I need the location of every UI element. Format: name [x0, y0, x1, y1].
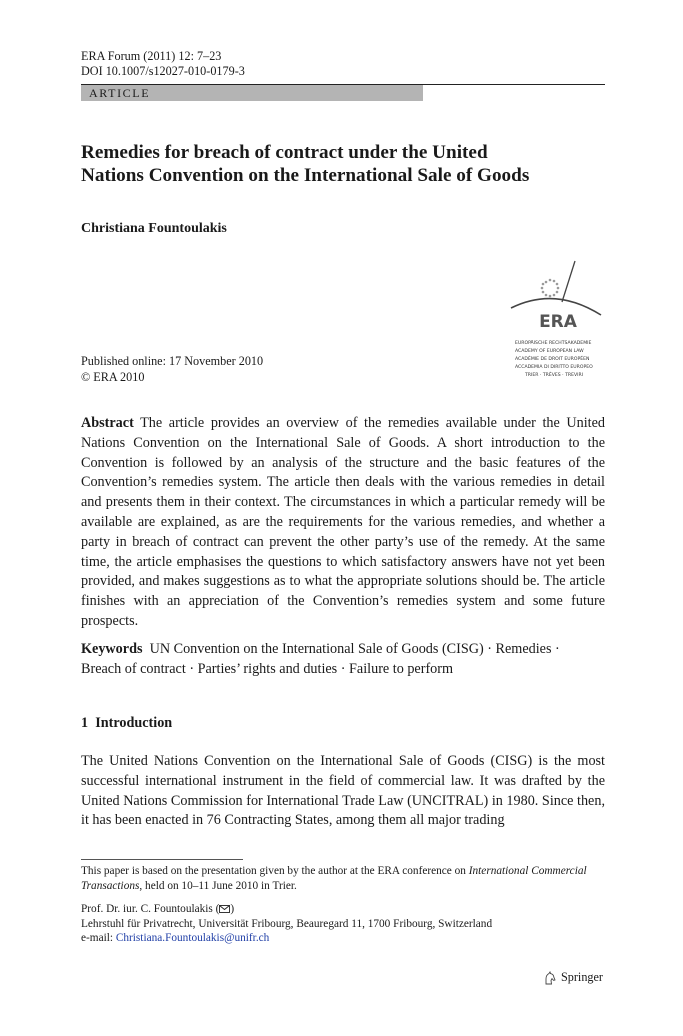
keywords-line-1: UN Convention on the International Sale of Goods (CISG) · Remedies ·	[149, 641, 560, 657]
footnote-text: This paper is based on the presentation given by the author at the ERA conference on	[81, 865, 469, 877]
envelope-icon	[219, 905, 230, 913]
title-line-1: Remedies for breach of contract under the United	[81, 142, 488, 163]
section-heading	[81, 715, 172, 732]
doi-line: DOI 10.1007/s12027-010-0179-3	[81, 64, 245, 78]
publisher-mark	[543, 970, 603, 985]
logo-line-3: ACADÉMIE DE DROIT EUROPÉEN	[515, 357, 590, 362]
footnote-conference-name: International Commercial Transactions	[81, 865, 587, 892]
copyright: © ERA 2010	[81, 369, 145, 384]
logo-line-4: ACCADEMIA DI DIRITTO EUROPEO	[515, 365, 593, 370]
section-title: Introduction	[95, 715, 173, 731]
author-contact-name-end: )	[230, 903, 235, 915]
title-line-2: Nations Convention on the International Sale of Goods	[81, 165, 530, 186]
springer-horse-icon	[543, 971, 557, 985]
author-name: Christiana Fountoulakis	[81, 221, 227, 236]
email-label: e-mail:	[81, 932, 116, 945]
journal-line: ERA Forum (2011) 12: 7–23	[81, 49, 222, 63]
paper-title	[81, 141, 601, 187]
keywords-line-2: Breach of contract · Parties’ rights and duties · Failure to perform	[81, 660, 454, 677]
footnote-rule	[81, 859, 243, 860]
logo-line-5: TRIER · TRÈVES · TREVIRI	[525, 373, 584, 378]
email-link[interactable]: Christiana.Fountoulakis@unifr.ch	[115, 932, 270, 945]
journal-citation	[81, 49, 245, 79]
author-affiliation	[81, 902, 605, 946]
publication-info	[81, 354, 263, 385]
abstract	[81, 414, 605, 632]
article-tag: ARTICLE	[89, 86, 151, 100]
publisher-name: Springer	[561, 970, 603, 984]
abstract-label: Abstract	[81, 415, 134, 431]
article-section-bar	[81, 85, 423, 101]
era-logo	[505, 258, 605, 383]
logo-line-2: ACADEMY OF EUROPEAN LAW	[515, 349, 584, 354]
footnote-text-end: , held on 10–11 June 2010 in Trier.	[139, 879, 297, 892]
intro-paragraph: The United Nations Convention on the International Sale of Goods (CISG) is the most successful international instrument in the field of commercial law. It was drafted by the United Nations Commission for International Trade Law (UNCITRAL) in 1980. Since then, it has been enacted in 76 Contracting States, among them all major trading	[81, 753, 605, 829]
keywords	[81, 640, 605, 680]
logo-name: ERA	[539, 312, 577, 332]
abstract-text: The article provides an overview of the remedies available under the United Nations Convention on the International Sale of Goods. A short introduction to the Convention is followed by an analysis of the structure and the basic features of the Convention’s remedies system. The article then deals with the various remedies in detail and presents them in their context. The circumstances in which a particular remedy will be available are explained, as are the requirements for the various remedies, and whether a party in breach of contract can prevent the other party’s use of the remedy. At the same time, the article emphasises the questions to which satisfactory answers have not yet been provided, and makes suggestions as to what the appropriate solutions should be. The article finishes with an appreciation of the Convention’s remedies system and some future prospects.	[81, 415, 605, 629]
keywords-label: Keywords	[81, 641, 143, 657]
published-date: Published online: 17 November 2010	[81, 354, 264, 368]
footnote	[81, 864, 605, 893]
section-number: 1	[81, 715, 89, 731]
logo-line-1: EUROPÄISCHE RECHTSAKADEMIE	[515, 341, 592, 346]
star-ring-icon	[541, 279, 560, 298]
affiliation-address: Lehrstuhl für Privatrecht, Universität Fribourg, Beauregard 11, 1700 Fribourg, Switzerland	[81, 917, 493, 930]
author-contact-name: Prof. Dr. iur. C. Fountoulakis (	[81, 903, 220, 915]
